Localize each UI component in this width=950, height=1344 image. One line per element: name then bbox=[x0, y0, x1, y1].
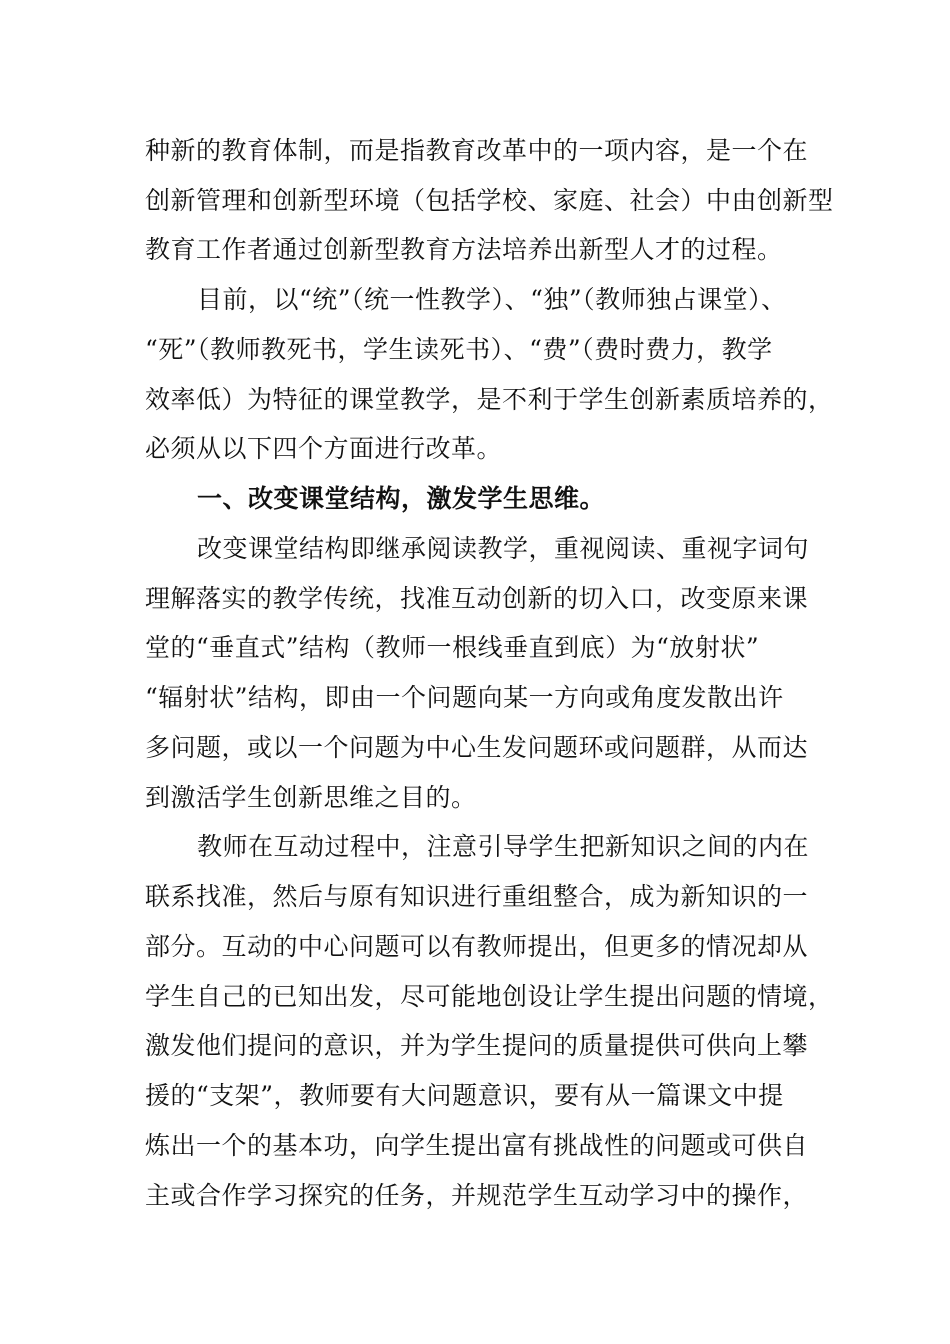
text-line: 联系找准，然后与原有知识进行重组整合，成为新知识的一 bbox=[145, 882, 809, 911]
text-line: 学生自己的已知出发，尽可能地创设让学生提出问题的情境， bbox=[145, 982, 834, 1011]
text-line: 激发他们提问的意识，并为学生提问的质量提供可供向上攀 bbox=[145, 1031, 809, 1060]
text-line: 炼出一个的基本功，向学生提出富有挑战性的问题或可供自 bbox=[145, 1131, 809, 1160]
text-line: 必须从以下四个方面进行改革。 bbox=[145, 434, 503, 463]
text-line: 多问题，或以一个问题为中心生发问题环或问题群，从而达 bbox=[145, 733, 809, 762]
paragraph-start-line: 教师在互动过程中，注意引导学生把新知识之间的内在 bbox=[197, 832, 810, 861]
paragraph-start-line: 目前，以“统”（统一性教学）、“独”（教师独占课堂）、 bbox=[197, 285, 787, 314]
text-line: 堂的“垂直式”结构（教师一根线垂直到底）为“放射状” bbox=[145, 633, 760, 662]
text-line: 部分。互动的中心问题可以有教师提出，但更多的情况却从 bbox=[145, 932, 809, 961]
text-line: 理解落实的教学传统，找准互动创新的切入口，改变原来课 bbox=[145, 584, 809, 613]
text-line: “死”（教师教死书，学生读死书）、“费”（费时费力，教学 bbox=[145, 335, 773, 364]
text-line: 到激活学生创新思维之目的。 bbox=[145, 783, 477, 812]
text-line: 种新的教育体制，而是指教育改革中的一项内容，是一个在 bbox=[145, 136, 809, 165]
text-line: “辐射状”结构，即由一个问题向某一方向或角度发散出许 bbox=[145, 683, 784, 712]
text-line: 援的“支架”，教师要有大问题意识，要有从一篇课文中提 bbox=[145, 1081, 784, 1110]
paragraph-start-line: 改变课堂结构即继承阅读教学，重视阅读、重视字词句 bbox=[197, 534, 810, 563]
text-line: 教育工作者通过创新型教育方法培养出新型人才的过程。 bbox=[145, 235, 783, 264]
text-line: 创新管理和创新型环境（包括学校、家庭、社会）中由创新型 bbox=[145, 186, 834, 215]
text-line: 效率低）为特征的课堂教学，是不利于学生创新素质培养的， bbox=[145, 385, 834, 414]
text-line: 主或合作学习探究的任务，并规范学生互动学习中的操作， bbox=[145, 1181, 809, 1210]
section-heading: 一、改变课堂结构，激发学生思维。 bbox=[197, 484, 606, 513]
